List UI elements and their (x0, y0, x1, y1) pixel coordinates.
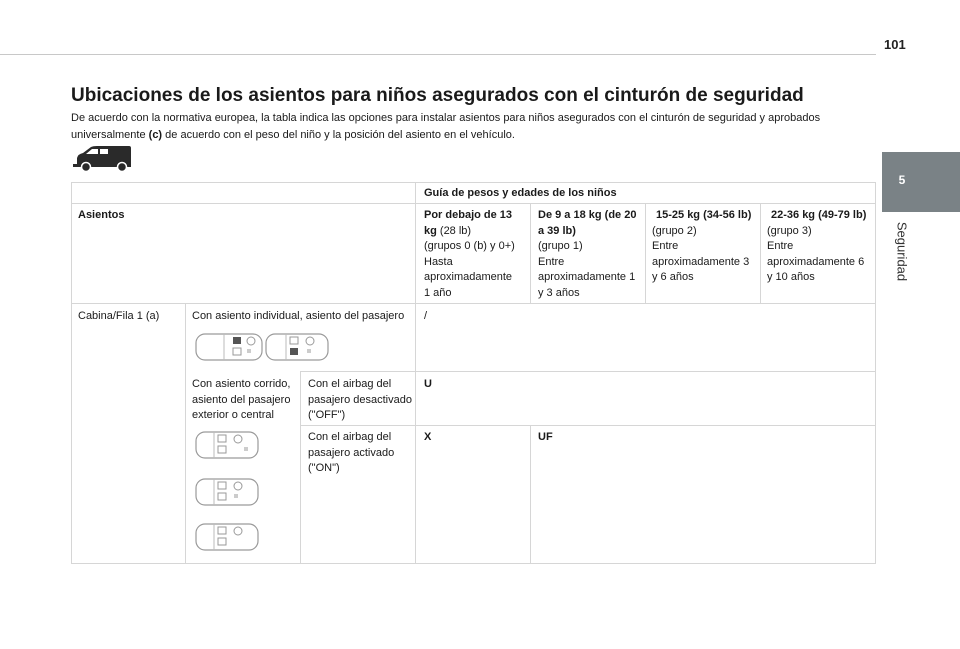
group-cell (652, 208, 758, 286)
table-border-bottom (71, 563, 876, 564)
group-weight: 22-36 kg (49-79 lb) (771, 209, 867, 221)
airbag-off-value: U (424, 378, 432, 390)
table-rule (760, 203, 761, 304)
bench-seat-label: Con asiento corrido, asiento del pasajero exterior o central (192, 378, 291, 421)
group-line: aproximadamente 6 (767, 255, 865, 268)
table-rule (300, 371, 876, 372)
group-line: Entre (652, 240, 679, 252)
van-icon (71, 143, 133, 173)
group-line: Entre (538, 255, 565, 268)
group-weight: Por debajo de 13 kg (424, 209, 513, 237)
group-cell (767, 208, 873, 286)
seat-layout-icon (194, 332, 264, 362)
table-border-left (71, 182, 72, 564)
airbag-on-value-2: UF (538, 431, 553, 443)
airbag-on-label: Con el airbag del pasajero activado ("ON") (308, 431, 395, 474)
intro-ref: (c) (148, 129, 163, 141)
table-rule (530, 203, 531, 304)
airbag-off-label: Con el airbag del pasajero desactivado ("OFF") (308, 378, 412, 421)
chapter-tab[interactable] (882, 152, 960, 212)
page-title: Ubicaciones de los asientos para niños asegurados con el cinturón de seguridad (71, 85, 804, 106)
intro-text-1: De acuerdo con la normativa europea, la tabla indica las opciones para instalar asientos para niños asegurados con el cinturón de seguridad y aprobados universalmente (71, 112, 821, 141)
seat-layout-icon (194, 522, 260, 552)
group-line: y 10 años (767, 271, 815, 283)
seat-layout-icon (194, 477, 260, 507)
table-rule (530, 425, 531, 564)
group-line: 1 año (424, 286, 452, 299)
airbag-on-value-1: X (424, 431, 432, 443)
group-line: aproximadamente 1 (538, 271, 636, 283)
table-rule (300, 425, 876, 426)
intro-paragraph (71, 110, 861, 144)
chapter-number: 5 (898, 173, 906, 187)
group-line: aproximadamente (424, 271, 513, 283)
table-rule (71, 203, 876, 204)
header-rule (0, 54, 876, 55)
group-line: y 3 años (538, 286, 580, 299)
group-line: aproximadamente 3 (652, 255, 750, 268)
table-rule (300, 371, 301, 564)
chapter-title: Seguridad (894, 221, 910, 282)
group-weight: De 9 a 18 kg (de 20 a 39 lb) (538, 209, 637, 237)
individual-seat-value: / (424, 310, 428, 322)
table-rule (645, 203, 646, 304)
chapter-title-vertical (893, 216, 909, 290)
group-line: Hasta (424, 255, 453, 268)
table-rule (185, 303, 186, 564)
group-line: (grupos 0 (b) y 0+) (424, 240, 515, 252)
group-line: y 6 años (652, 271, 694, 283)
group-cell (538, 208, 640, 301)
page-number: 101 (884, 37, 906, 52)
group-line: (grupo 2) (652, 224, 697, 237)
seat-layout-icon (264, 332, 330, 362)
group-cell (424, 208, 524, 301)
guide-header: Guía de pesos y edades de los niños (424, 187, 617, 199)
intro-text-2: de acuerdo con el peso del niño y la posición del asiento en el vehículo. (162, 129, 515, 141)
table-border-right (875, 182, 876, 564)
seat-layout-icon (194, 430, 260, 460)
table-rule (415, 182, 416, 564)
group-weight: 15-25 kg (34-56 lb) (656, 209, 752, 221)
table-rule (71, 303, 876, 304)
group-line: (grupo 3) (767, 224, 812, 237)
seats-header: Asientos (78, 209, 125, 221)
table-border-top (71, 182, 876, 183)
group-line: (28 lb) (439, 224, 472, 237)
group-line: Entre (767, 240, 794, 252)
group-line: (grupo 1) (538, 240, 583, 252)
individual-seat-label: Con asiento individual, asiento del pasajero (192, 310, 405, 322)
row-label: Cabina/Fila 1 (a) (78, 310, 160, 322)
